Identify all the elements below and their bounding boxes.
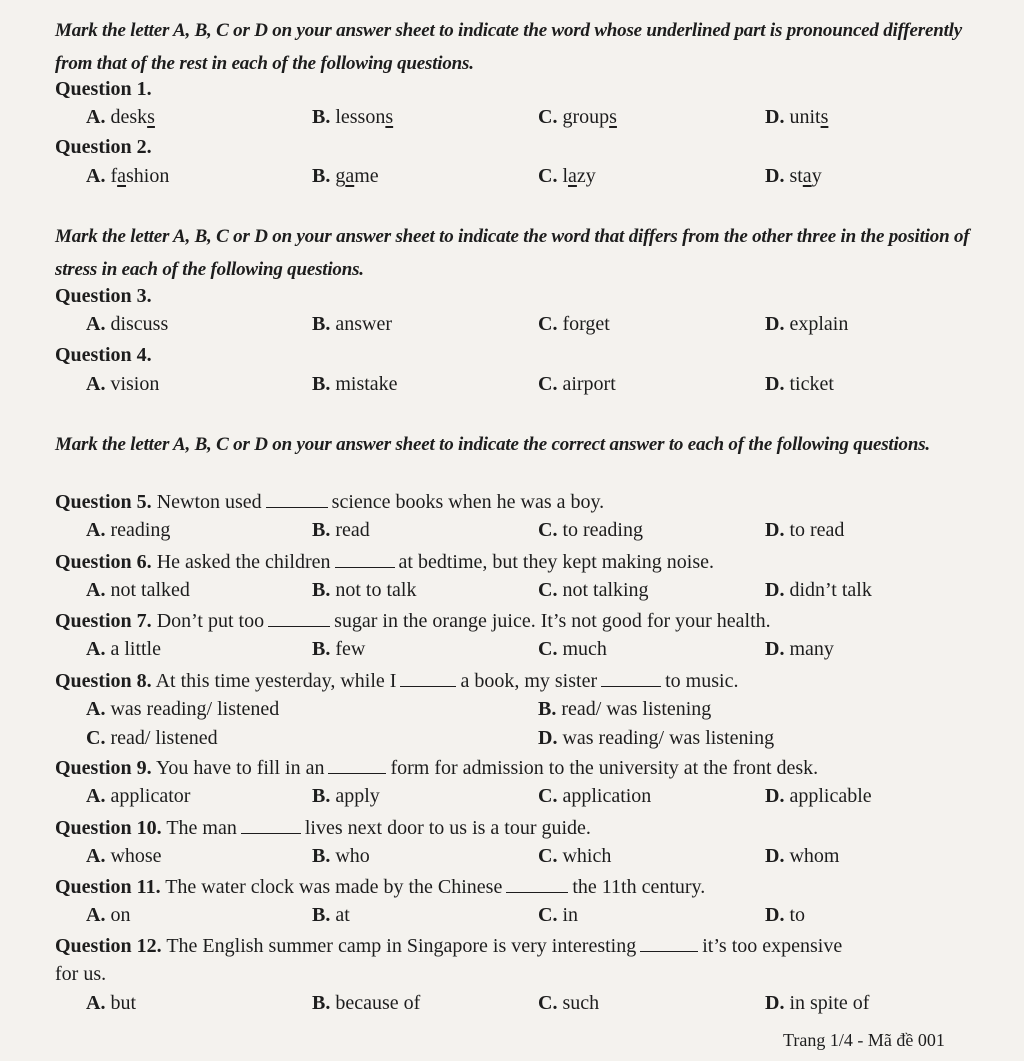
answer-blank <box>601 668 661 687</box>
question-10: Question 10. The man lives next door to us is a tour guide. <box>55 817 591 839</box>
q1-option-c[interactable]: C. groups <box>538 106 617 128</box>
q8-option-c[interactable]: C. read/ listened <box>86 727 218 749</box>
q11-option-a[interactable]: A. on <box>86 904 131 926</box>
answer-blank <box>328 755 386 774</box>
q1-option-d[interactable]: D. units <box>765 106 829 128</box>
q10-option-a[interactable]: A. whose <box>86 845 162 867</box>
question-3: Question 3. <box>55 285 152 307</box>
q5-option-c[interactable]: C. to reading <box>538 519 643 541</box>
q3-option-d[interactable]: D. explain <box>765 313 849 335</box>
answer-blank <box>506 874 568 893</box>
question-12-continued: for us. <box>55 963 107 985</box>
q4-option-b[interactable]: B. mistake <box>312 373 398 395</box>
q9-option-a[interactable]: A. applicator <box>86 785 191 807</box>
q7-option-a[interactable]: A. a little <box>86 638 161 660</box>
answer-blank <box>266 489 328 508</box>
q7-option-b[interactable]: B. few <box>312 638 366 660</box>
q12-option-b[interactable]: B. because of <box>312 992 421 1014</box>
q2-option-b[interactable]: B. game <box>312 165 379 187</box>
question-12: Question 12. The English summer camp in Singapore is very interesting it’s too expensive <box>55 935 843 957</box>
question-1: Question 1. <box>55 78 152 100</box>
question-5: Question 5. Newton used science books when he was a boy. <box>55 491 605 513</box>
q12-option-d[interactable]: D. in spite of <box>765 992 870 1014</box>
q9-option-b[interactable]: B. apply <box>312 785 380 807</box>
q9-option-d[interactable]: D. applicable <box>765 785 872 807</box>
q8-option-a[interactable]: A. was reading/ listened <box>86 698 280 720</box>
q11-option-b[interactable]: B. at <box>312 904 350 926</box>
q8-option-d[interactable]: D. was reading/ was listening <box>538 727 775 749</box>
q5-option-b[interactable]: B. read <box>312 519 370 541</box>
q12-option-a[interactable]: A. but <box>86 992 137 1014</box>
page-footer: Trang 1/4 - Mã đề 001 <box>783 1030 945 1050</box>
question-8: Question 8. At this time yesterday, while I a book, my sister to music. <box>55 670 739 692</box>
q5-option-a[interactable]: A. reading <box>86 519 171 541</box>
q5-option-d[interactable]: D. to read <box>765 519 845 541</box>
instruction-correct-answer: Mark the letter A, B, C or D on your answer sheet to indicate the correct answer to each of the following questions. <box>55 434 930 455</box>
q4-option-a[interactable]: A. vision <box>86 373 160 395</box>
question-4: Question 4. <box>55 344 152 366</box>
q2-option-c[interactable]: C. lazy <box>538 165 596 187</box>
q10-option-d[interactable]: D. whom <box>765 845 840 867</box>
answer-blank <box>400 668 456 687</box>
q10-option-c[interactable]: C. which <box>538 845 612 867</box>
q1-option-a[interactable]: A. desks <box>86 106 155 128</box>
question-6: Question 6. He asked the children at bedtime, but they kept making noise. <box>55 551 715 573</box>
q6-option-b[interactable]: B. not to talk <box>312 579 417 601</box>
q2-option-d[interactable]: D. stay <box>765 165 822 187</box>
q6-option-d[interactable]: D. didn’t talk <box>765 579 872 601</box>
q1-option-b[interactable]: B. lessons <box>312 106 394 128</box>
q4-option-c[interactable]: C. airport <box>538 373 616 395</box>
q3-option-a[interactable]: A. discuss <box>86 313 169 335</box>
answer-blank <box>241 815 301 834</box>
q9-option-c[interactable]: C. application <box>538 785 652 807</box>
q10-option-b[interactable]: B. who <box>312 845 370 867</box>
answer-blank <box>640 933 698 952</box>
question-11: Question 11. The water clock was made by the Chinese the 11th century. <box>55 876 706 898</box>
question-7: Question 7. Don’t put too sugar in the orange juice. It’s not good for your health. <box>55 610 771 632</box>
q7-option-d[interactable]: D. many <box>765 638 834 660</box>
instruction-pronunciation: Mark the letter A, B, C or D on your answer sheet to indicate the word whose underlined part is pronounced differently from that of the rest in each of the following questions. <box>55 20 962 74</box>
answer-blank <box>335 549 395 568</box>
q6-option-a[interactable]: A. not talked <box>86 579 190 601</box>
question-2: Question 2. <box>55 136 152 158</box>
q8-option-b[interactable]: B. read/ was listening <box>538 698 712 720</box>
question-9: Question 9. You have to fill in an form for admission to the university at the front desk. <box>55 757 819 779</box>
q11-option-c[interactable]: C. in <box>538 904 579 926</box>
q11-option-d[interactable]: D. to <box>765 904 806 926</box>
q6-option-c[interactable]: C. not talking <box>538 579 649 601</box>
q4-option-d[interactable]: D. ticket <box>765 373 834 395</box>
q3-option-c[interactable]: C. forget <box>538 313 610 335</box>
q3-option-b[interactable]: B. answer <box>312 313 392 335</box>
q2-option-a[interactable]: A. fashion <box>86 165 170 187</box>
instruction-stress: Mark the letter A, B, C or D on your answer sheet to indicate the word that differs from the other three in the position of stress in each of the following questions. <box>55 226 970 280</box>
q12-option-c[interactable]: C. such <box>538 992 600 1014</box>
q7-option-c[interactable]: C. much <box>538 638 607 660</box>
answer-blank <box>268 608 330 627</box>
